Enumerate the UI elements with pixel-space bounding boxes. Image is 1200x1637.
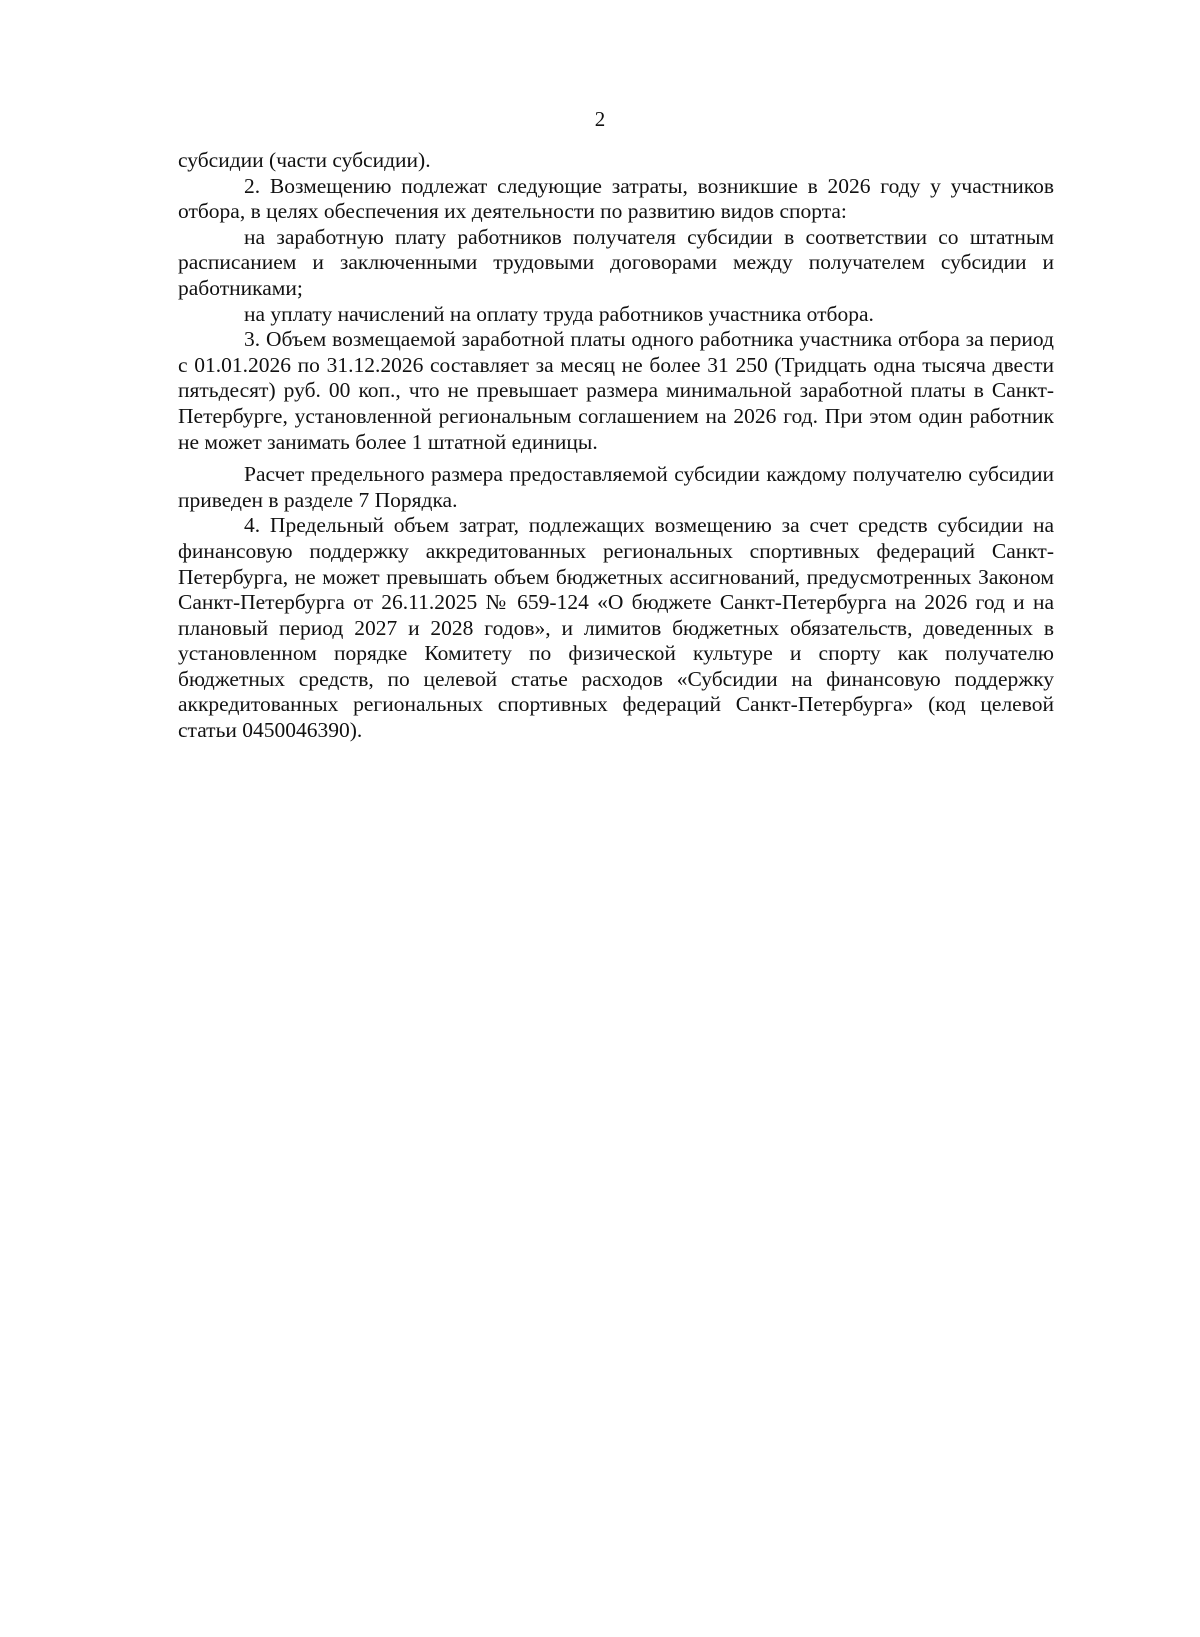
- paragraph-item-2: 2. Возмещению подлежат следующие затраты, возникшие в 2026 году у участников отбора, в целях обеспечения их деятельности по развитию видов спорта:: [178, 173, 1054, 224]
- paragraph-item-4: 4. Предельный объем затрат, подлежащих возмещению за счет средств субсидии на финансовую поддержку аккредитованных региональных спортивных федераций Санкт-Петербурга, не может превышать объем бюджетных ассигнований, предусмотренных Законом Санкт-Петербурга от 26.11.2025 № 659-124 «О бюджете Санкт-Петербурга на 2026 год и на плановый период 2027 и 2028 годов», и лимитов бюджетных обязательств, доведенных в установленном порядке Комитету по физической культуре и спорту как получателю бюджетных средств, по целевой статье расходов «Субсидии на финансовую поддержку аккредитованных региональных спортивных федераций Санкт-Петербурга» (код целевой статьи 0450046390).: [178, 513, 1054, 743]
- paragraph-continuation: субсидии (части субсидии).: [178, 148, 431, 172]
- page-number: 2: [594, 107, 606, 131]
- document-body: [178, 148, 1054, 744]
- paragraph-salary-costs: на заработную плату работников получателя субсидии в соответствии со штатным расписанием и заключенными трудовыми договорами между получателем субсидии и работниками;: [178, 224, 1054, 300]
- paragraph-subsidy-calculation: Расчет предельного размера предоставляемой субсидии каждому получателю субсидии приведен в разделе 7 Порядка.: [178, 462, 1054, 512]
- paragraph-payroll-charges: на уплату начислений на оплату труда работников участника отбора.: [244, 301, 874, 326]
- paragraph-item-3: 3. Объем возмещаемой заработной платы одного работника участника отбора за период с 01.01.2026 по 31.12.2026 составляет за месяц не более 31 250 (Тридцать одна тысяча двести пятьдесят) руб. 00 коп., что не превышает размера минимальной заработной платы в Санкт-Петербурге, установленной региональным соглашением на 2026 год. При этом один работник не может занимать более 1 штатной единицы.: [178, 327, 1054, 454]
